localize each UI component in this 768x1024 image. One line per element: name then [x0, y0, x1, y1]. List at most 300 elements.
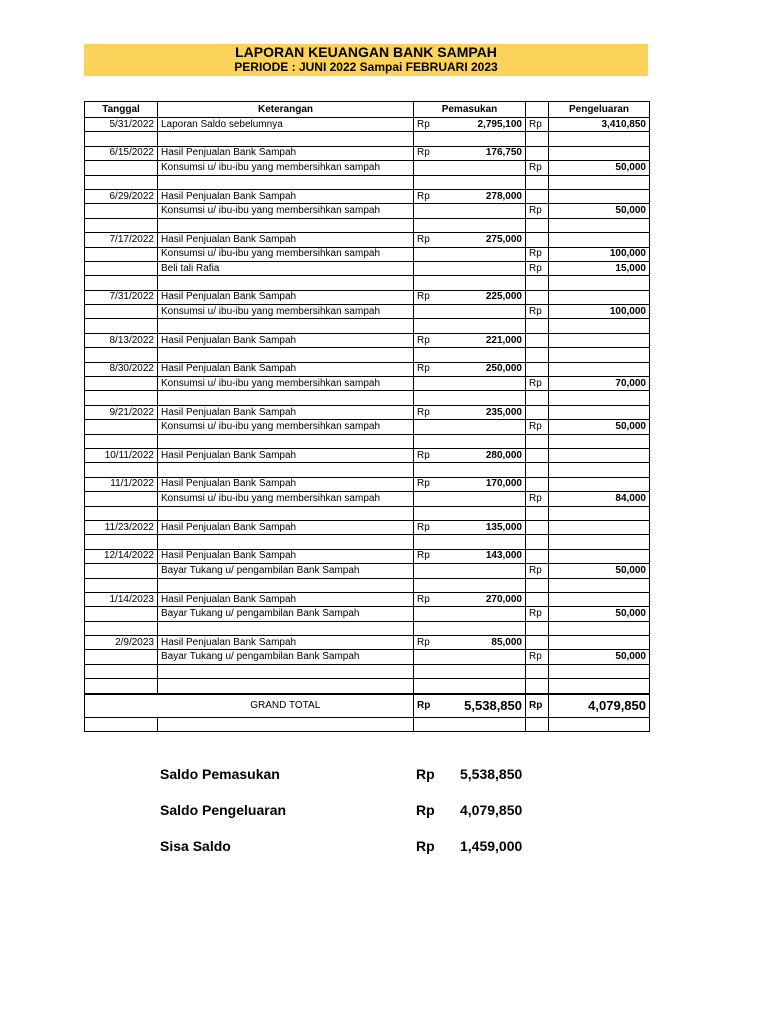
grand-total-row [85, 694, 650, 718]
row-expense-currency: Rp [526, 118, 549, 132]
blank-cell [549, 391, 650, 405]
blank-cell [158, 506, 414, 520]
row-expense [549, 290, 650, 304]
row-income-currency [414, 420, 456, 434]
blank-cell [158, 463, 414, 477]
row-description: Hasil Penjualan Bank Sampah [158, 448, 414, 462]
row-expense [549, 477, 650, 491]
blank-row [85, 578, 650, 592]
blank-cell [414, 578, 526, 592]
blank-row [85, 132, 650, 146]
row-expense-currency [526, 636, 549, 650]
row-date [85, 420, 158, 434]
blank-cell [158, 664, 414, 678]
row-expense: 70,000 [549, 377, 650, 391]
blank-cell [158, 132, 414, 146]
blank-cell [526, 434, 549, 448]
blank-cell [526, 679, 549, 694]
summary-currency: Rp [416, 838, 435, 854]
blank-row [85, 535, 650, 549]
blank-cell [414, 132, 526, 146]
balance-summary [160, 762, 560, 870]
row-income [456, 247, 526, 261]
blank-row [85, 218, 650, 232]
row-income: 2,795,100 [456, 118, 526, 132]
table-row [85, 650, 650, 664]
blank-cell [526, 175, 549, 189]
row-expense: 15,000 [549, 261, 650, 275]
row-income-currency [414, 377, 456, 391]
row-description: Konsumsi u/ ibu-ibu yang membersihkan sampah [158, 204, 414, 218]
table-row [85, 636, 650, 650]
table-row [85, 247, 650, 261]
row-expense-currency [526, 405, 549, 419]
row-expense: 3,410,850 [549, 118, 650, 132]
row-date: 2/9/2023 [85, 636, 158, 650]
row-description: Konsumsi u/ ibu-ibu yang membersihkan sampah [158, 377, 414, 391]
blank-cell [85, 506, 158, 520]
row-date: 5/31/2022 [85, 118, 158, 132]
row-income-currency: Rp [414, 549, 456, 563]
row-income [456, 261, 526, 275]
blank-cell [549, 434, 650, 448]
row-date: 11/23/2022 [85, 520, 158, 534]
row-income: 250,000 [456, 362, 526, 376]
table-row [85, 477, 650, 491]
table-header-row [85, 102, 650, 118]
row-description: Hasil Penjualan Bank Sampah [158, 146, 414, 160]
blank-cell [414, 319, 526, 333]
column-header-date: Tanggal [85, 102, 158, 118]
row-expense: 100,000 [549, 305, 650, 319]
row-expense-currency [526, 189, 549, 203]
blank-cell [526, 391, 549, 405]
row-expense-currency [526, 477, 549, 491]
blank-cell [526, 664, 549, 678]
row-description: Hasil Penjualan Bank Sampah [158, 333, 414, 347]
blank-row [85, 506, 650, 520]
blank-cell [158, 621, 414, 635]
row-income: 225,000 [456, 290, 526, 304]
row-date: 8/13/2022 [85, 333, 158, 347]
blank-cell [414, 175, 526, 189]
blank-cell [549, 348, 650, 362]
row-date: 11/1/2022 [85, 477, 158, 491]
row-income [456, 650, 526, 664]
blank-cell [414, 535, 526, 549]
summary-value: 1,459,000 [460, 838, 523, 854]
blank-cell [414, 276, 526, 290]
row-expense [549, 592, 650, 606]
row-description: Laporan Saldo sebelumnya [158, 118, 414, 132]
blank-cell [526, 621, 549, 635]
blank-row [85, 276, 650, 290]
row-income-currency: Rp [414, 520, 456, 534]
blank-cell [414, 506, 526, 520]
row-income [456, 607, 526, 621]
row-description: Konsumsi u/ ibu-ibu yang membersihkan sampah [158, 420, 414, 434]
row-expense-currency: Rp [526, 607, 549, 621]
row-expense [549, 189, 650, 203]
blank-row [85, 621, 650, 635]
grand-total-label: GRAND TOTAL [158, 694, 414, 718]
row-expense-currency [526, 233, 549, 247]
blank-cell [549, 578, 650, 592]
row-expense-currency: Rp [526, 420, 549, 434]
row-expense-currency [526, 592, 549, 606]
table-row [85, 377, 650, 391]
row-expense-currency [526, 146, 549, 160]
row-expense: 84,000 [549, 492, 650, 506]
row-income-currency: Rp [414, 118, 456, 132]
blank-cell [526, 578, 549, 592]
row-income: 176,750 [456, 146, 526, 160]
blank-cell [549, 175, 650, 189]
blank-cell [414, 621, 526, 635]
column-header-spacer [526, 102, 549, 118]
row-expense: 50,000 [549, 564, 650, 578]
blank-cell [549, 276, 650, 290]
report-header [84, 44, 648, 76]
blank-cell [158, 578, 414, 592]
row-income: 135,000 [456, 520, 526, 534]
row-date: 8/30/2022 [85, 362, 158, 376]
row-expense: 50,000 [549, 420, 650, 434]
table-row [85, 564, 650, 578]
row-date: 9/21/2022 [85, 405, 158, 419]
blank-cell [85, 218, 158, 232]
row-date: 6/15/2022 [85, 146, 158, 160]
row-expense [549, 362, 650, 376]
row-expense [549, 549, 650, 563]
row-date: 7/31/2022 [85, 290, 158, 304]
row-income-currency: Rp [414, 448, 456, 462]
column-header-expense: Pengeluaran [549, 102, 650, 118]
blank-cell [549, 679, 650, 694]
row-income [456, 377, 526, 391]
summary-label: Sisa Saldo [160, 838, 231, 854]
report-period: PERIODE : JUNI 2022 Sampai FEBRUARI 2023 [234, 60, 498, 74]
blank-cell [526, 319, 549, 333]
blank-cell [158, 348, 414, 362]
grand-total-expense-currency: Rp [526, 694, 549, 718]
table-row [85, 362, 650, 376]
table-row [85, 420, 650, 434]
row-expense [549, 448, 650, 462]
row-income-currency: Rp [414, 592, 456, 606]
row-description: Bayar Tukang u/ pengambilan Bank Sampah [158, 650, 414, 664]
row-description: Hasil Penjualan Bank Sampah [158, 477, 414, 491]
row-income [456, 564, 526, 578]
row-expense-currency [526, 520, 549, 534]
row-income-currency: Rp [414, 146, 456, 160]
row-description: Hasil Penjualan Bank Sampah [158, 233, 414, 247]
row-expense: 100,000 [549, 247, 650, 261]
row-expense-currency: Rp [526, 650, 549, 664]
row-date [85, 247, 158, 261]
blank-cell [549, 664, 650, 678]
row-date: 6/29/2022 [85, 189, 158, 203]
blank-cell [414, 664, 526, 678]
report-title: LAPORAN KEUANGAN BANK SAMPAH [235, 44, 497, 60]
blank-cell [158, 717, 414, 731]
table-row [85, 290, 650, 304]
blank-cell [526, 535, 549, 549]
blank-cell [85, 434, 158, 448]
blank-cell [414, 717, 526, 731]
blank-cell [85, 664, 158, 678]
column-header-income: Pemasukan [414, 102, 526, 118]
row-expense-currency [526, 549, 549, 563]
blank-cell [526, 348, 549, 362]
row-income: 85,000 [456, 636, 526, 650]
row-income: 170,000 [456, 477, 526, 491]
row-income-currency [414, 261, 456, 275]
blank-row [85, 175, 650, 189]
blank-cell [85, 276, 158, 290]
blank-cell [158, 535, 414, 549]
summary-value: 5,538,850 [460, 766, 523, 782]
blank-row [85, 348, 650, 362]
table-row [85, 549, 650, 563]
row-expense [549, 146, 650, 160]
blank-cell [414, 434, 526, 448]
row-expense [549, 636, 650, 650]
table-row [85, 118, 650, 132]
row-expense: 50,000 [549, 607, 650, 621]
row-date: 12/14/2022 [85, 549, 158, 563]
row-expense: 50,000 [549, 204, 650, 218]
row-description: Hasil Penjualan Bank Sampah [158, 362, 414, 376]
row-date [85, 161, 158, 175]
blank-cell [158, 319, 414, 333]
trailing-blank-row [85, 717, 650, 731]
row-expense-currency [526, 290, 549, 304]
row-expense-currency: Rp [526, 305, 549, 319]
row-income: 221,000 [456, 333, 526, 347]
blank-cell [85, 319, 158, 333]
row-description: Konsumsi u/ ibu-ibu yang membersihkan sampah [158, 492, 414, 506]
blank-cell [549, 218, 650, 232]
row-income-currency [414, 204, 456, 218]
row-expense: 50,000 [549, 161, 650, 175]
row-expense-currency: Rp [526, 564, 549, 578]
row-income-currency: Rp [414, 636, 456, 650]
table-row [85, 261, 650, 275]
ledger-table [84, 101, 650, 732]
blank-cell [158, 391, 414, 405]
table-row [85, 492, 650, 506]
blank-cell [526, 506, 549, 520]
row-date: 7/17/2022 [85, 233, 158, 247]
row-description: Hasil Penjualan Bank Sampah [158, 592, 414, 606]
row-date: 1/14/2023 [85, 592, 158, 606]
row-income-currency [414, 650, 456, 664]
grand-total-income: 5,538,850 [456, 694, 526, 718]
table-row [85, 405, 650, 419]
row-income-currency [414, 161, 456, 175]
row-expense-currency: Rp [526, 204, 549, 218]
blank-cell [85, 463, 158, 477]
row-description: Hasil Penjualan Bank Sampah [158, 636, 414, 650]
row-income-currency: Rp [414, 405, 456, 419]
blank-cell [85, 348, 158, 362]
blank-row [85, 463, 650, 477]
row-income-currency [414, 564, 456, 578]
row-description: Hasil Penjualan Bank Sampah [158, 549, 414, 563]
row-income: 278,000 [456, 189, 526, 203]
row-expense-currency: Rp [526, 261, 549, 275]
row-income-currency: Rp [414, 362, 456, 376]
blank-cell [85, 679, 158, 694]
blank-cell [549, 132, 650, 146]
table-row [85, 204, 650, 218]
grand-total-income-currency: Rp [414, 694, 456, 718]
row-description: Bayar Tukang u/ pengambilan Bank Sampah [158, 564, 414, 578]
row-date: 10/11/2022 [85, 448, 158, 462]
blank-cell [526, 717, 549, 731]
blank-cell [158, 276, 414, 290]
table-row [85, 305, 650, 319]
row-income [456, 305, 526, 319]
row-income [456, 204, 526, 218]
row-income: 270,000 [456, 592, 526, 606]
row-expense: 50,000 [549, 650, 650, 664]
row-date [85, 492, 158, 506]
table-row [85, 520, 650, 534]
blank-cell [526, 463, 549, 477]
table-row [85, 607, 650, 621]
blank-cell [526, 218, 549, 232]
row-description: Konsumsi u/ ibu-ibu yang membersihkan sampah [158, 247, 414, 261]
blank-row [85, 434, 650, 448]
row-date [85, 305, 158, 319]
row-expense [549, 520, 650, 534]
table-row [85, 592, 650, 606]
table-row [85, 448, 650, 462]
table-row [85, 146, 650, 160]
row-date [85, 377, 158, 391]
row-income-currency [414, 607, 456, 621]
row-income [456, 161, 526, 175]
table-row [85, 161, 650, 175]
blank-cell [549, 506, 650, 520]
row-expense [549, 233, 650, 247]
blank-cell [158, 434, 414, 448]
row-description: Hasil Penjualan Bank Sampah [158, 520, 414, 534]
blank-cell [85, 535, 158, 549]
blank-cell [549, 535, 650, 549]
row-description: Bayar Tukang u/ pengambilan Bank Sampah [158, 607, 414, 621]
blank-cell [85, 391, 158, 405]
row-income-currency: Rp [414, 290, 456, 304]
grand-total-spacer [85, 694, 158, 718]
row-income-currency [414, 247, 456, 261]
row-income [456, 492, 526, 506]
row-expense-currency: Rp [526, 377, 549, 391]
blank-cell [158, 175, 414, 189]
blank-cell [85, 621, 158, 635]
summary-currency: Rp [416, 802, 435, 818]
blank-row [85, 319, 650, 333]
blank-row [85, 391, 650, 405]
blank-cell [85, 132, 158, 146]
row-income-currency: Rp [414, 233, 456, 247]
row-expense-currency [526, 362, 549, 376]
blank-cell [158, 679, 414, 694]
blank-cell [414, 218, 526, 232]
blank-cell [414, 391, 526, 405]
summary-currency: Rp [416, 766, 435, 782]
row-income-currency [414, 305, 456, 319]
row-income-currency: Rp [414, 477, 456, 491]
summary-label: Saldo Pemasukan [160, 766, 280, 782]
row-income-currency: Rp [414, 189, 456, 203]
blank-cell [549, 463, 650, 477]
blank-cell [414, 348, 526, 362]
row-income: 143,000 [456, 549, 526, 563]
summary-value: 4,079,850 [460, 802, 523, 818]
row-description: Hasil Penjualan Bank Sampah [158, 290, 414, 304]
row-income: 235,000 [456, 405, 526, 419]
blank-cell [85, 717, 158, 731]
blank-row [85, 664, 650, 678]
row-expense-currency: Rp [526, 161, 549, 175]
row-expense [549, 333, 650, 347]
row-date [85, 204, 158, 218]
summary-row-balance [160, 834, 560, 870]
row-income: 275,000 [456, 233, 526, 247]
row-expense-currency: Rp [526, 492, 549, 506]
summary-row-income [160, 762, 560, 798]
blank-cell [526, 132, 549, 146]
row-date [85, 564, 158, 578]
blank-cell [526, 276, 549, 290]
row-date [85, 261, 158, 275]
blank-cell [158, 218, 414, 232]
row-income: 280,000 [456, 448, 526, 462]
blank-cell [549, 319, 650, 333]
blank-cell [85, 175, 158, 189]
row-income-currency: Rp [414, 333, 456, 347]
row-date [85, 607, 158, 621]
row-income-currency [414, 492, 456, 506]
row-income [456, 420, 526, 434]
row-description: Beli tali Rafia [158, 261, 414, 275]
row-description: Konsumsi u/ ibu-ibu yang membersihkan sampah [158, 305, 414, 319]
row-expense-currency: Rp [526, 247, 549, 261]
row-description: Hasil Penjualan Bank Sampah [158, 405, 414, 419]
column-header-description: Keterangan [158, 102, 414, 118]
table-row [85, 333, 650, 347]
row-expense-currency [526, 448, 549, 462]
blank-cell [414, 679, 526, 694]
row-description: Hasil Penjualan Bank Sampah [158, 189, 414, 203]
grand-total-expense: 4,079,850 [549, 694, 650, 718]
table-row [85, 233, 650, 247]
row-expense [549, 405, 650, 419]
summary-row-expense [160, 798, 560, 834]
blank-cell [414, 463, 526, 477]
blank-row [85, 679, 650, 694]
table-row [85, 189, 650, 203]
blank-cell [549, 717, 650, 731]
blank-cell [85, 578, 158, 592]
summary-label: Saldo Pengeluaran [160, 802, 287, 818]
row-description: Konsumsi u/ ibu-ibu yang membersihkan sampah [158, 161, 414, 175]
row-date [85, 650, 158, 664]
row-expense-currency [526, 333, 549, 347]
